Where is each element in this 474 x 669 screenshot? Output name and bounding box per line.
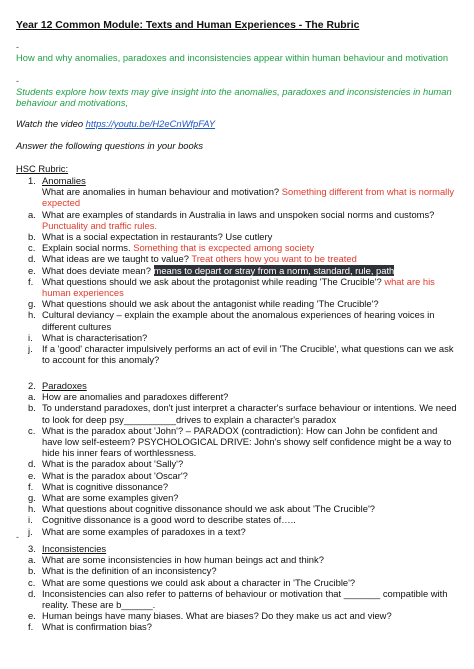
section-heading: 1. Anomalies [28, 175, 86, 186]
answer-text: what are his human experiences [42, 275, 435, 299]
list-item: c. What is the paradox about 'John'? – PARADOX (contradiction): How can John be confident and have low self-esteem? PSYCHOLOGICAL DRIVE: John's showy self confidence might be a way to hide his inner fears of worthlessness. [28, 424, 452, 459]
list-item: f. What is confirmation bias? [28, 621, 152, 633]
video-link[interactable]: https://youtu.be/H2eCnWfpFAY [85, 118, 216, 129]
dash-bullet: - [16, 532, 19, 542]
list-item: c. What are some questions we could ask about a character in 'The Crucible'? [28, 576, 356, 588]
list-item: What are anomalies in human behaviour and motivation? Something different from what is normally expected [42, 186, 455, 209]
list-item: c. Explain social norms. Something that is excpected among society [28, 242, 315, 254]
list-item: g. What questions should we ask about the antagonist while reading 'The Crucible'? [28, 298, 379, 310]
list-item: e. Human beings have many biases. What are biases? Do they make us act and view? [28, 610, 392, 622]
intro-green-text: How and why anomalies, paradoxes and inconsistencies appear within human behaviour and motivation [16, 52, 449, 63]
list-item: h. Cultural deviancy – explain the example about the anomalous experiences of hearing voices in different cultures [28, 309, 435, 332]
list-item: d. What is the paradox about 'Sally'? [28, 458, 184, 470]
dash-bullet: - [16, 76, 19, 86]
answer-text: Something different from what is normally expected [42, 186, 455, 209]
dash-bullet: - [16, 42, 19, 52]
answer-instruction: Answer the following questions in your books [16, 140, 204, 151]
highlighted-answer: means to depart or stray from a norm, standard, rule, path [153, 264, 395, 276]
intro-italic-text: Students explore how texts may give insight into the anomalies, paradoxes and inconsistencies in human behaviour and motivations, [16, 86, 452, 109]
list-item: a. What are some inconsistencies in how human beings act and think? [28, 554, 324, 566]
list-item: j. What are some examples of paradoxes in a text? [28, 525, 246, 537]
list-item: a. How are anomalies and paradoxes different? [28, 391, 229, 403]
list-item: b. What is the definition of an inconsistency? [28, 565, 217, 577]
answer-text: Treat others how you want to be treated [191, 253, 357, 265]
list-item: d. Inconsistencies can also refer to patterns of behaviour or motivation that _______ compatible with reality. These are b______. [28, 587, 448, 611]
hsc-rubric-heading: HSC Rubric: [16, 163, 69, 174]
section-inconsistencies [28, 543, 458, 633]
list-item: h. What questions about cognitive dissonance should we ask about 'The Crucible'? [28, 503, 375, 515]
watch-video-line [16, 118, 456, 129]
section-anomalies [28, 175, 458, 365]
answer-text: Punctuality and traffic rules. [42, 219, 157, 231]
list-item: b. What is a social expectation in restaurants? Use cutlery [28, 231, 273, 243]
page-title: Year 12 Common Module: Texts and Human Experiences - The Rubric [16, 20, 360, 31]
list-item: i. What is characterisation? [28, 331, 148, 343]
list-item: e. What does deviate mean? means to depart or stray from a norm, standard, rule, path [28, 264, 395, 276]
section-heading: 2. Paradoxes [28, 380, 87, 391]
section-paradoxes [28, 380, 458, 537]
list-item: d. What ideas are we taught to value? Treat others how you want to be treated [28, 253, 357, 265]
list-item: g. What are some examples given? [28, 492, 179, 504]
answer-text: Something that is excpected among society [133, 242, 315, 254]
list-item: f. What questions should we ask about the protagonist while reading 'The Crucible'? what are his human experiences [28, 275, 435, 299]
section-heading: 3. Inconsistencies [28, 543, 107, 554]
list-item: b. To understand paradoxes, don't just interpret a character's surface behaviour or intentions. We need to look for deep psy__________drives to explain a character's paradox [28, 402, 457, 425]
list-item: f. What is cognitive dissonance? [28, 480, 169, 492]
list-item: i. Cognitive dissonance is a good word to describe states of….. [28, 514, 296, 526]
list-item: a. What are examples of standards in Australia in laws and unspoken social norms and customs? Punctuality and traffic rules. [28, 208, 435, 231]
list-item: e. What is the paradox about 'Oscar'? [28, 469, 188, 481]
watch-prefix: Watch the video [16, 118, 86, 129]
list-item: j. If a 'good' character impulsively performs an act of evil in 'The Crucible', what questions can we ask to account for this anomaly? [28, 343, 454, 366]
